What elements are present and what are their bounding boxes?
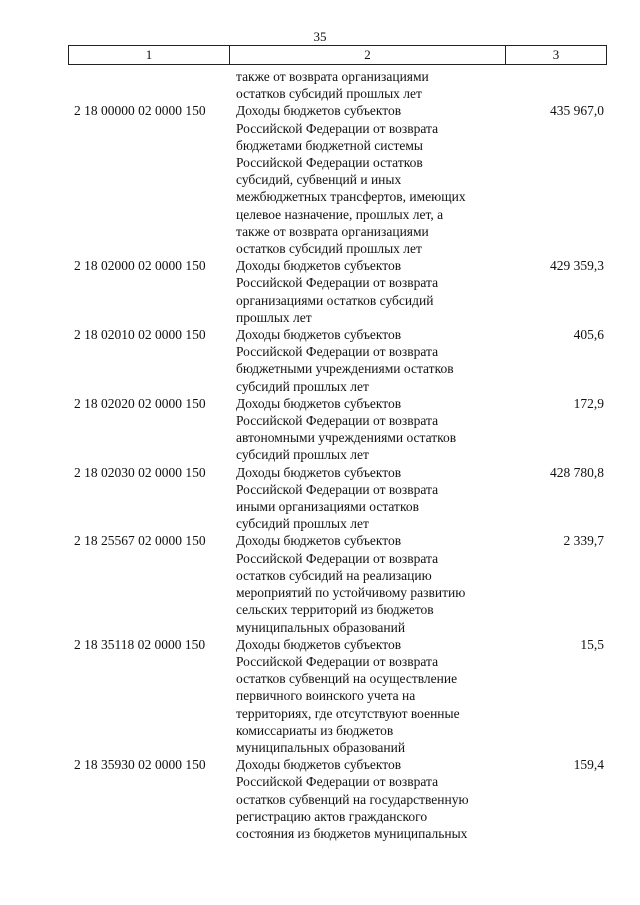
description-line: Российской Федерации от возврата <box>236 481 439 497</box>
table-row <box>0 326 640 395</box>
table-row <box>0 257 640 326</box>
page-number: 35 <box>313 29 327 44</box>
description-line: остатков субсидий прошлых лет <box>236 241 422 257</box>
description-line: Российской Федерации остатков <box>236 155 423 171</box>
amount-value: 159,4 <box>573 757 604 773</box>
budget-code: 2 18 35118 02 0000 150 <box>74 636 206 652</box>
income-description <box>236 326 516 395</box>
income-description <box>236 532 516 635</box>
header-col-1: 1 <box>69 46 230 64</box>
table-row <box>0 464 640 533</box>
description-line: Доходы бюджетов субъектов <box>236 636 402 652</box>
table-row <box>0 102 640 257</box>
description-line: остатков субсидий на реализацию <box>236 567 432 583</box>
budget-code: 2 18 02020 02 0000 150 <box>74 395 206 411</box>
amount-value: 435 967,0 <box>550 103 604 119</box>
description-line: Доходы бюджетов субъектов <box>236 103 402 119</box>
amount-value: 429 359,3 <box>550 258 604 274</box>
description-line: состояния из бюджетов муниципальных <box>236 825 468 841</box>
description-line: остатков субсидий прошлых лет <box>236 86 422 102</box>
budget-code: 2 18 25567 02 0000 150 <box>74 533 206 549</box>
description-line: остатков субвенций на государственную <box>236 791 469 807</box>
income-description <box>236 464 516 533</box>
income-description <box>236 636 516 756</box>
description-line: Доходы бюджетов субъектов <box>236 327 402 343</box>
description-line: муниципальных образований <box>236 619 406 635</box>
description-line: бюджетными учреждениями остатков <box>236 361 454 377</box>
description-line: Доходы бюджетов субъектов <box>236 464 402 480</box>
income-description <box>236 68 516 102</box>
description-line: автономными учреждениями остатков <box>236 430 457 446</box>
description-line: мероприятий по устойчивому развитию <box>236 585 466 601</box>
budget-code: 2 18 35930 02 0000 150 <box>74 757 206 773</box>
header-col-3: 3 <box>552 47 560 62</box>
budget-code: 2 18 00000 02 0000 150 <box>74 103 206 119</box>
description-line: территориях, где отсутствуют военные <box>236 705 460 721</box>
description-line: муниципальных образований <box>236 739 406 755</box>
description-line: Российской Федерации от возврата <box>236 653 439 669</box>
description-line: Российской Федерации от возврата <box>236 120 439 136</box>
description-line: иными организациями остатков <box>236 499 419 515</box>
description-line: бюджетами бюджетной системы <box>236 137 423 153</box>
table-header <box>68 45 607 65</box>
table-row <box>0 756 640 842</box>
table-row <box>0 636 640 756</box>
budget-code: 2 18 02000 02 0000 150 <box>74 258 206 274</box>
budget-code: 2 18 02010 02 0000 150 <box>74 327 206 343</box>
table-row <box>0 532 640 635</box>
income-description <box>236 756 516 842</box>
table-row <box>0 395 640 464</box>
description-line: субсидий, субвенций и иных <box>236 172 402 188</box>
header-col-2: 2 <box>230 46 506 64</box>
description-line: первичного воинского учета на <box>236 688 416 704</box>
income-description <box>236 395 516 464</box>
amount-value: 405,6 <box>573 327 604 343</box>
description-line: Российской Федерации от возврата <box>236 344 439 360</box>
description-line: субсидий прошлых лет <box>236 516 369 532</box>
amount-value: 172,9 <box>573 395 604 411</box>
amount-value: 15,5 <box>580 636 604 652</box>
description-line: Российской Федерации от возврата <box>236 413 439 429</box>
description-line: прошлых лет <box>236 309 312 325</box>
description-line: Российской Федерации от возврата <box>236 275 439 291</box>
description-line: также от возврата организациями <box>236 69 429 84</box>
amount-value: 428 780,8 <box>550 464 604 480</box>
description-line: комиссариаты из бюджетов <box>236 722 394 738</box>
description-line: Доходы бюджетов субъектов <box>236 533 402 549</box>
description-line: межбюджетных трансфертов, имеющих <box>236 189 466 205</box>
description-line: целевое назначение, прошлых лет, а <box>236 206 444 222</box>
description-line: Доходы бюджетов субъектов <box>236 395 402 411</box>
description-line: субсидий прошлых лет <box>236 378 369 394</box>
table-body <box>0 68 640 842</box>
description-line: сельских территорий из бюджетов <box>236 602 434 618</box>
description-line: Доходы бюджетов субъектов <box>236 757 402 773</box>
description-line: остатков субвенций на осуществление <box>236 671 458 687</box>
income-description <box>236 102 516 257</box>
description-line: также от возврата организациями <box>236 223 429 239</box>
description-line: Доходы бюджетов субъектов <box>236 258 402 274</box>
income-description <box>236 257 516 326</box>
amount-value: 2 339,7 <box>563 533 604 549</box>
table-row <box>0 68 640 102</box>
description-line: Российской Федерации от возврата <box>236 550 439 566</box>
description-line: организациями остатков субсидий <box>236 292 434 308</box>
description-line: субсидий прошлых лет <box>236 447 369 463</box>
budget-code: 2 18 02030 02 0000 150 <box>74 464 206 480</box>
description-line: регистрацию актов гражданского <box>236 808 428 824</box>
description-line: Российской Федерации от возврата <box>236 774 439 790</box>
